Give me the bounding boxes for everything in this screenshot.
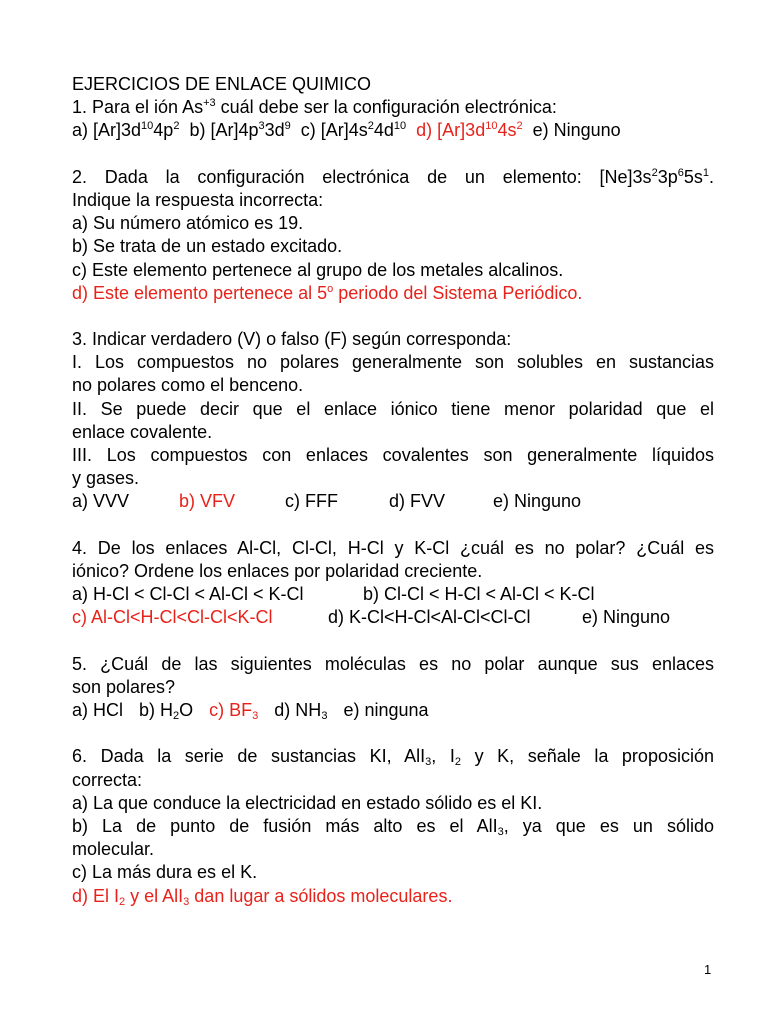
spacer xyxy=(72,305,714,328)
q3-option-a: a) VVV xyxy=(72,491,130,512)
q3-stem: 3. Indicar verdadero (V) o falso (F) según corresponda: xyxy=(72,329,512,350)
q2-option-a: a) Su número atómico es 19. xyxy=(72,213,304,234)
q1-option-a: a) $[Ar]3d^{10}4p^2$ xyxy=(72,120,180,141)
page-number: 1 xyxy=(704,962,712,977)
q6-option-b-line1: b) La de punto de fusión más alto es el AlI$_3$, ya que es un sólido xyxy=(72,816,714,838)
q3-option-b-answer: b) VFV xyxy=(179,491,236,512)
q3-statement-1-line2: no polares como el benceno. xyxy=(72,375,304,396)
q1-stem-text-end: cuál debe ser la configuración electrónica: xyxy=(215,97,557,118)
spacer xyxy=(72,630,714,653)
q4-option-a: a) H-Cl < Cl-Cl < Al-Cl < K-Cl xyxy=(72,584,304,605)
q4-stem-line2: iónico? Ordene los enlaces por polaridad creciente. xyxy=(72,560,483,581)
q5-stem-line2: son polares? xyxy=(72,676,176,697)
q4-option-e: e) Ninguno xyxy=(582,607,671,628)
q6-option-a: a) La que conduce la electricidad en estado sólido es el KI. xyxy=(72,792,543,813)
q6-stem-line2: correcta: xyxy=(72,769,143,790)
q1-stem-text: 1. Para el ión As xyxy=(72,97,204,118)
spacer xyxy=(72,143,714,166)
q1-option-e: e) Ninguno xyxy=(532,120,621,141)
q2-option-c: c) Este elemento pertenece al grupo de los metales alcalinos. xyxy=(72,259,564,280)
q3-option-e: e) Ninguno xyxy=(493,491,582,512)
q3-options xyxy=(72,490,714,513)
q1-stem xyxy=(72,96,714,119)
spacer xyxy=(72,722,714,745)
q1-option-b: b) $[Ar]4p^33d^9$ xyxy=(189,120,291,141)
q3-statement-3-line2: y gases. xyxy=(72,468,140,489)
q1-stem-sup: +3 xyxy=(203,97,216,110)
spacer xyxy=(72,514,714,537)
q4-options-row1 xyxy=(72,583,714,606)
document-title: EJERCICIOS DE ENLACE QUIMICO xyxy=(72,74,372,94)
q4-option-b: b) Cl-Cl < H-Cl < Al-Cl < K-Cl xyxy=(363,584,595,605)
q2-stem-line1: 2. Dada la configuración electrónica de un elemento: $[Ne]3s^23p^65s^1$. xyxy=(72,166,714,187)
q5-options xyxy=(72,699,714,722)
q1-option-c: c) $[Ar]4s^24d^{10}$ xyxy=(300,120,407,141)
q2-option-d-answer: d) Este elemento pertenece al 5$^o$ periodo del Sistema Periódico. xyxy=(72,282,583,303)
q3-statement-2-line2: enlace covalente. xyxy=(72,421,213,442)
q5-stem-line1: 5. ¿Cuál de las siguientes moléculas es no polar aunque sus enlaces xyxy=(72,653,714,674)
q1-options xyxy=(72,119,714,142)
q4-stem-line1: 4. De los enlaces Al-Cl, Cl-Cl, H-Cl y K-Cl ¿cuál es no polar? ¿Cuál es xyxy=(72,537,714,558)
q2-option-b: b) Se trata de un estado excitado. xyxy=(72,236,343,257)
q4-options-row2 xyxy=(72,606,714,629)
q5-option-d: d) $NH_3$ xyxy=(274,700,328,723)
q1-option-d-answer: d) $[Ar]3d^{10}4s^2$ xyxy=(416,120,523,141)
document-body xyxy=(72,73,714,908)
q2-stem-line2: Indique la respuesta incorrecta: xyxy=(72,189,324,210)
q4-option-d: d) K-Cl<H-Cl<Al-Cl<Cl-Cl xyxy=(328,607,531,628)
q3-option-c: c) FFF xyxy=(285,491,338,512)
q5-option-e: e) ninguna xyxy=(343,700,429,721)
q3-option-d: d) FVV xyxy=(389,491,446,512)
q4-option-c-answer: c) Al-Cl<H-Cl<Cl-Cl<K-Cl xyxy=(72,607,273,628)
q3-statement-3-line1: III. Los compuestos con enlaces covalentes son generalmente líquidos xyxy=(72,445,714,465)
q3-statement-1-line1: I. Los compuestos no polares generalmente son solubles en sustancias xyxy=(72,352,714,373)
q3-statement-2-line1: II. Se puede decir que el enlace iónico tiene menor polaridad que el xyxy=(72,398,714,419)
q5-option-b: b) $H_2O$ xyxy=(139,700,194,723)
q6-option-b-line2: molecular. xyxy=(72,839,155,860)
q6-option-c: c) La más dura es el K. xyxy=(72,862,258,883)
q6-option-d-answer: d) El $I_2$ y el AlI$_3$ dan lugar a sólidos moleculares. xyxy=(72,885,453,908)
q5-option-a: a) HCl xyxy=(72,700,124,721)
q5-option-c-answer: c) $BF_3$ xyxy=(209,700,259,723)
q6-stem-line1: 6. Dada la serie de sustancias KI, AlI$_3$, $I_2$ y K, señale la proposición xyxy=(72,746,714,769)
